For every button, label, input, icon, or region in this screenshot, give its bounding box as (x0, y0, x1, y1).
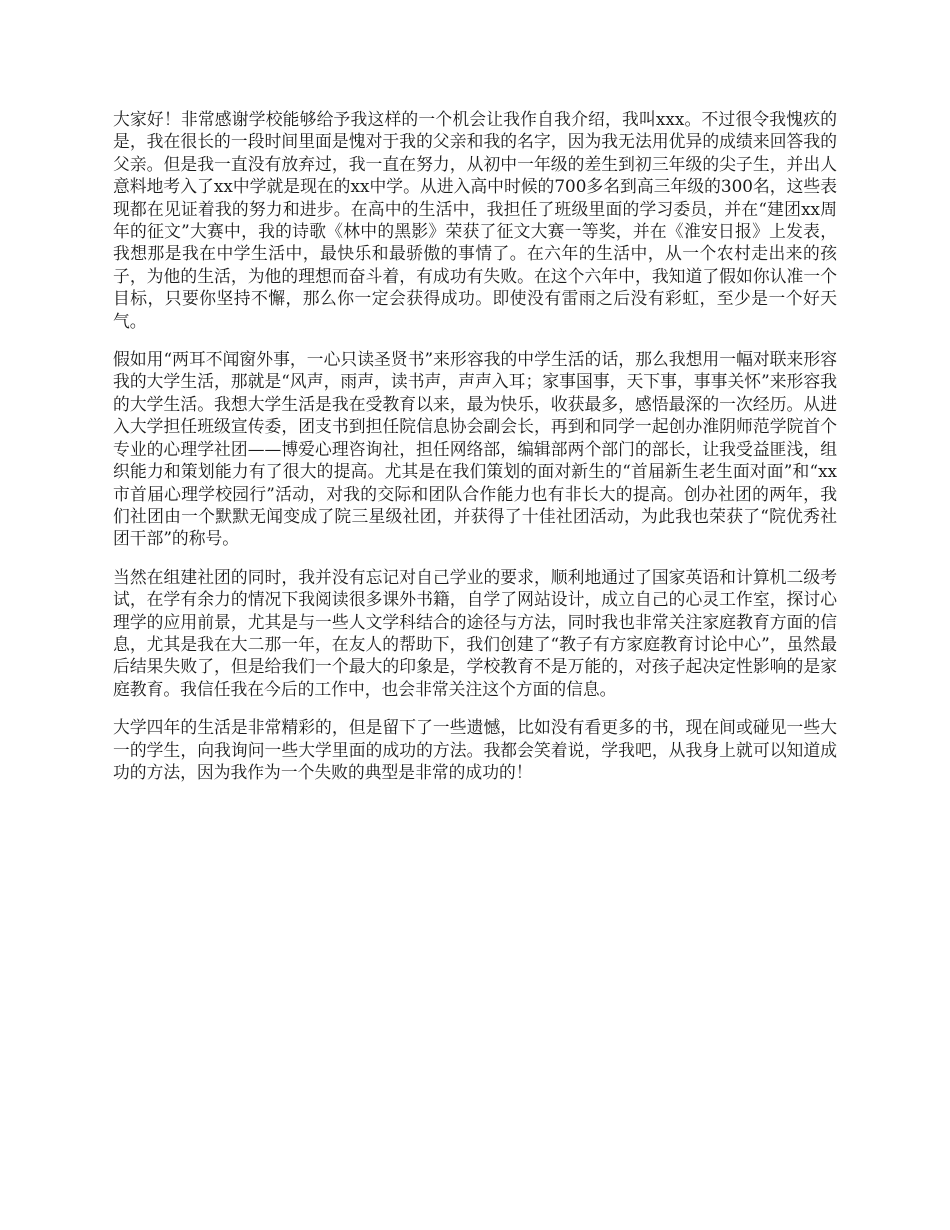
paragraph-university-life: 假如用“两耳不闻窗外事，一心只读圣贤书”来形容我的中学生活的话，那么我想用一幅对联来形容我的大学生活，那就是“风声，雨声，读书声，声声入耳；家事国事，天下事，事事关怀”来形容我的大学生活。我想大学生活是我在受教育以来，最为快乐，收获最多，感悟最深的一次经历。从进入大学担任班级宣传委，团支书到担任院信息协会副会长，再到和同学一起创办淮阴师范学院首个专业的心理学社团——博爱心理咨询社，担任网络部，编辑部两个部门的部长，让我受益匪浅，组织能力和策划能力有了很大的提高。尤其是在我们策划的面对新生的“首届新生老生面对面”和“xx市首届心理学校园行”活动，对我的交际和团队合作能力也有非长大的提高。创办社团的两年，我们社团由一个默默无闻变成了院三星级社团，并获得了十佳社团活动，为此我也荣获了“院优秀社团干部”的称号。 (113, 349, 837, 549)
paragraph-intro: 大家好！非常感谢学校能够给予我这样的一个机会让我作自我介绍，我叫xxx。不过很令我愧疚的是，我在很长的一段时间里面是愧对于我的父亲和我的名字，因为我无法用优异的成绩来回答我的父亲。但是我一直没有放弃过，我一直在努力，从初中一年级的差生到初三年级的尖子生，并出人意料地考入了xx中学就是现在的xx中学。从进入高中时候的700多名到高三年级的300名，这些表现都在见证着我的努力和进步。在高中的生活中，我担任了班级里面的学习委员，并在“建团xx周年的征文”大赛中，我的诗歌《林中的黑影》荣获了征文大赛一等奖，并在《淮安日报》上发表，我想那是我在中学生活中，最快乐和最骄傲的事情了。在六年的生活中，从一个农村走出来的孩子，为他的生活，为他的理想而奋斗着，有成功有失败。在这个六年中，我知道了假如你认准一个目标，只要你坚持不懈，那么你一定会获得成功。即使没有雷雨之后没有彩虹，至少是一个好天气。 (113, 109, 837, 331)
paragraph-studies: 当然在组建社团的同时，我并没有忘记对自己学业的要求，顺利地通过了国家英语和计算机二级考试，在学有余力的情况下我阅读很多课外书籍，自学了网站设计，成立自己的心灵工作室，探讨心理学的应用前景，尤其是与一些人文学科结合的途径与方法，同时我也非常关注家庭教育方面的信息，尤其是我在大二那一年，在友人的帮助下，我们创建了“教子有方家庭教育讨论中心”，虽然最后结果失败了，但是给我们一个最大的印象是，学校教育不是万能的，对孩子起决定性影响的是家庭教育。我信任我在今后的工作中，也会非常关注这个方面的信息。 (113, 566, 837, 699)
paragraph-conclusion: 大学四年的生活是非常精彩的，但是留下了一些遗憾，比如没有看更多的书，现在间或碰见一些大一的学生，向我询问一些大学里面的成功的方法。我都会笑着说，学我吧，从我身上就可以知道成功的方法，因为我作为一个失败的典型是非常的成功的！ (113, 717, 837, 782)
document-body (113, 108, 837, 799)
